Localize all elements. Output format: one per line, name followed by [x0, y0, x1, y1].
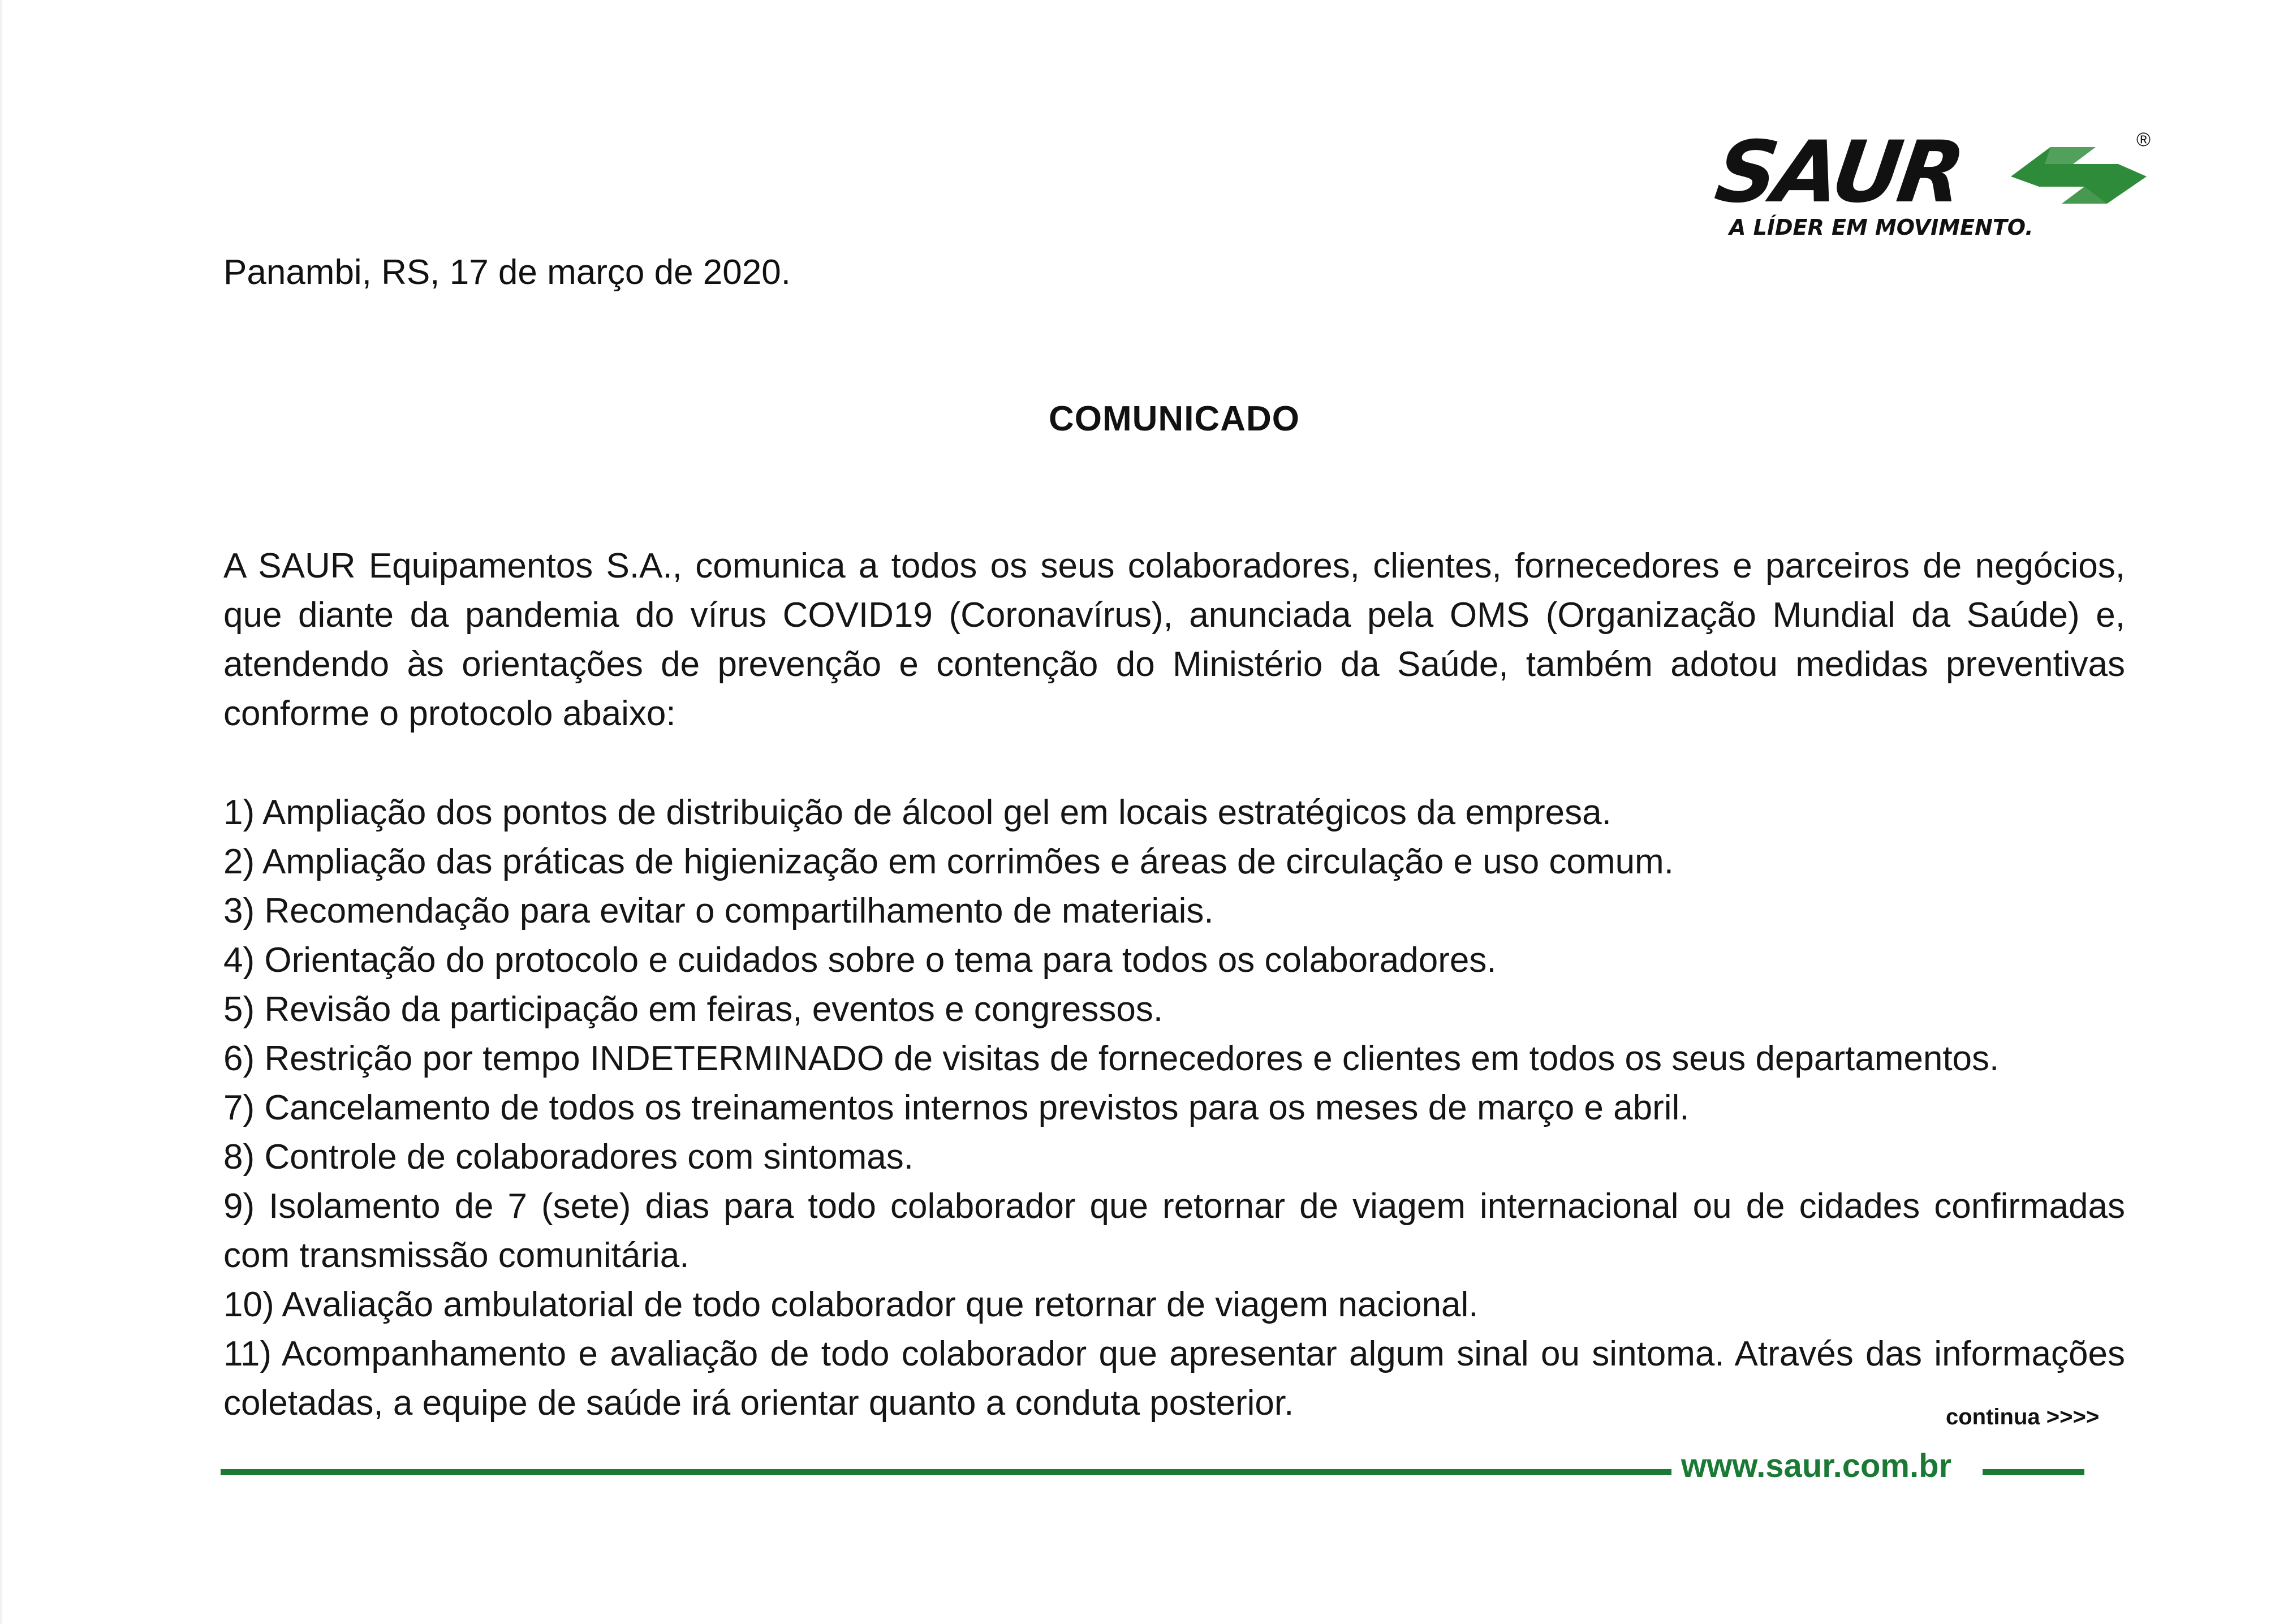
- list-item: 2) Ampliação das práticas de higienização em corrimões e áreas de circulação e uso comum.: [223, 842, 1674, 881]
- document-date: Panambi, RS, 17 de março de 2020.: [223, 253, 791, 292]
- footer-divider-right: [1983, 1469, 2084, 1475]
- continue-label: continua >>>>: [1946, 1405, 2100, 1429]
- registered-mark: ®: [2136, 129, 2151, 150]
- logo-wordmark: SAUR: [1709, 123, 1967, 222]
- list-item: 11) Acompanhamento e avaliação de todo colaborador que apresentar algum sinal ou sintoma. Através das informações coletadas, a equipe de saúde irá orientar quanto a conduta posterior.: [223, 1334, 2125, 1423]
- list-item: 10) Avaliação ambulatorial de todo colaborador que retornar de viagem nacional.: [223, 1285, 1479, 1324]
- logo-tagline: A LÍDER EM MOVIMENTO.: [1729, 215, 2033, 240]
- list-item: 3) Recomendação para evitar o compartilhamento de materiais.: [223, 891, 1214, 931]
- list-item: 5) Revisão da participação em feiras, eventos e congressos.: [223, 990, 1164, 1029]
- logo-arrow-icon: [2011, 137, 2147, 210]
- footer-website-link[interactable]: www.saur.com.br: [1681, 1448, 1952, 1484]
- list-item: 4) Orientação do protocolo e cuidados sobre o tema para todos os colaboradores.: [223, 941, 1497, 980]
- measures-list: [223, 788, 2125, 1428]
- footer-divider-left: [221, 1469, 1671, 1475]
- list-item: 6) Restrição por tempo INDETERMINADO de visitas de fornecedores e clientes em todos os seus departamentos.: [223, 1039, 2000, 1078]
- intro-paragraph: A SAUR Equipamentos S.A., comunica a todos os seus colaboradores, clientes, fornecedores e parceiros de negócios, que diante da pandemia do vírus COVID19 (Coronavírus), anunciada pela OMS (Organização Mundial da Saúde) e, atendendo às orientações de prevenção e contenção do Ministério da Saúde, também adotou medidas preventivas conforme o protocolo abaixo:: [223, 546, 2125, 733]
- list-item: 1) Ampliação dos pontos de distribuição de álcool gel em locais estratégicos da empresa.: [223, 793, 1612, 832]
- list-item: 7) Cancelamento de todos os treinamentos internos previstos para os meses de março e abril.: [223, 1088, 1690, 1127]
- document-title: COMUNICADO: [1049, 399, 1300, 438]
- list-item: 9) Isolamento de 7 (sete) dias para todo colaborador que retornar de viagem internacional ou de cidades confirmadas com transmissão comunitária.: [223, 1187, 2125, 1275]
- list-item: 8) Controle de colaboradores com sintomas.: [223, 1138, 914, 1177]
- company-logo: [1709, 123, 2152, 243]
